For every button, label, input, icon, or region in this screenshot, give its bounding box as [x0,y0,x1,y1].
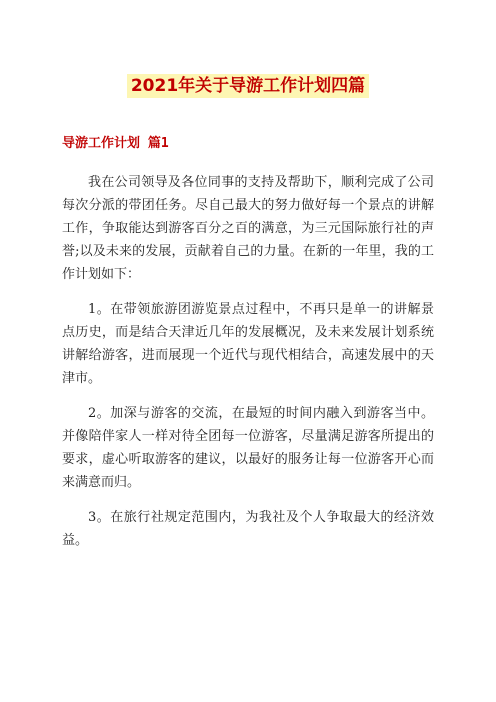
document-title: 2021年关于导游工作计划四篇 [127,74,369,98]
paragraph-intro: 我在公司领导及各位同事的支持及帮助下，顺利完成了公司每次分派的带团任务。尽自己最大的努力做好每一个景点的讲解工作，争取能达到游客百分之百的满意，为三元国际旅行社的声誉;以及未来的发展，贡献着自己的力量。在新的一年里，我的工作计划如下： [62,175,434,282]
section-heading: 导游工作计划 篇1 [62,136,169,151]
title-wrapper [0,74,496,98]
paragraph-item-2: 2。加深与游客的交流，在最短的时间内融入到游客当中。并像陪伴家人一样对待全团每一位游客，尽量满足游客所提出的要求，虚心听取游客的建议，以最好的服务让每一位游客开心而来满意而归。 [62,406,434,490]
paragraph-item-3: 3。在旅行社规定范围内，为我社及个人争取最大的经济效益。 [62,510,434,548]
document-body [62,171,434,564]
paragraph-item-1: 1。在带领旅游团游览景点过程中，不再只是单一的讲解景点历史，而是结合天津近几年的发展概况，及未来发展计划系统讲解给游客，进而展现一个近代与现代相结合，高速发展中的天津市。 [62,302,434,386]
